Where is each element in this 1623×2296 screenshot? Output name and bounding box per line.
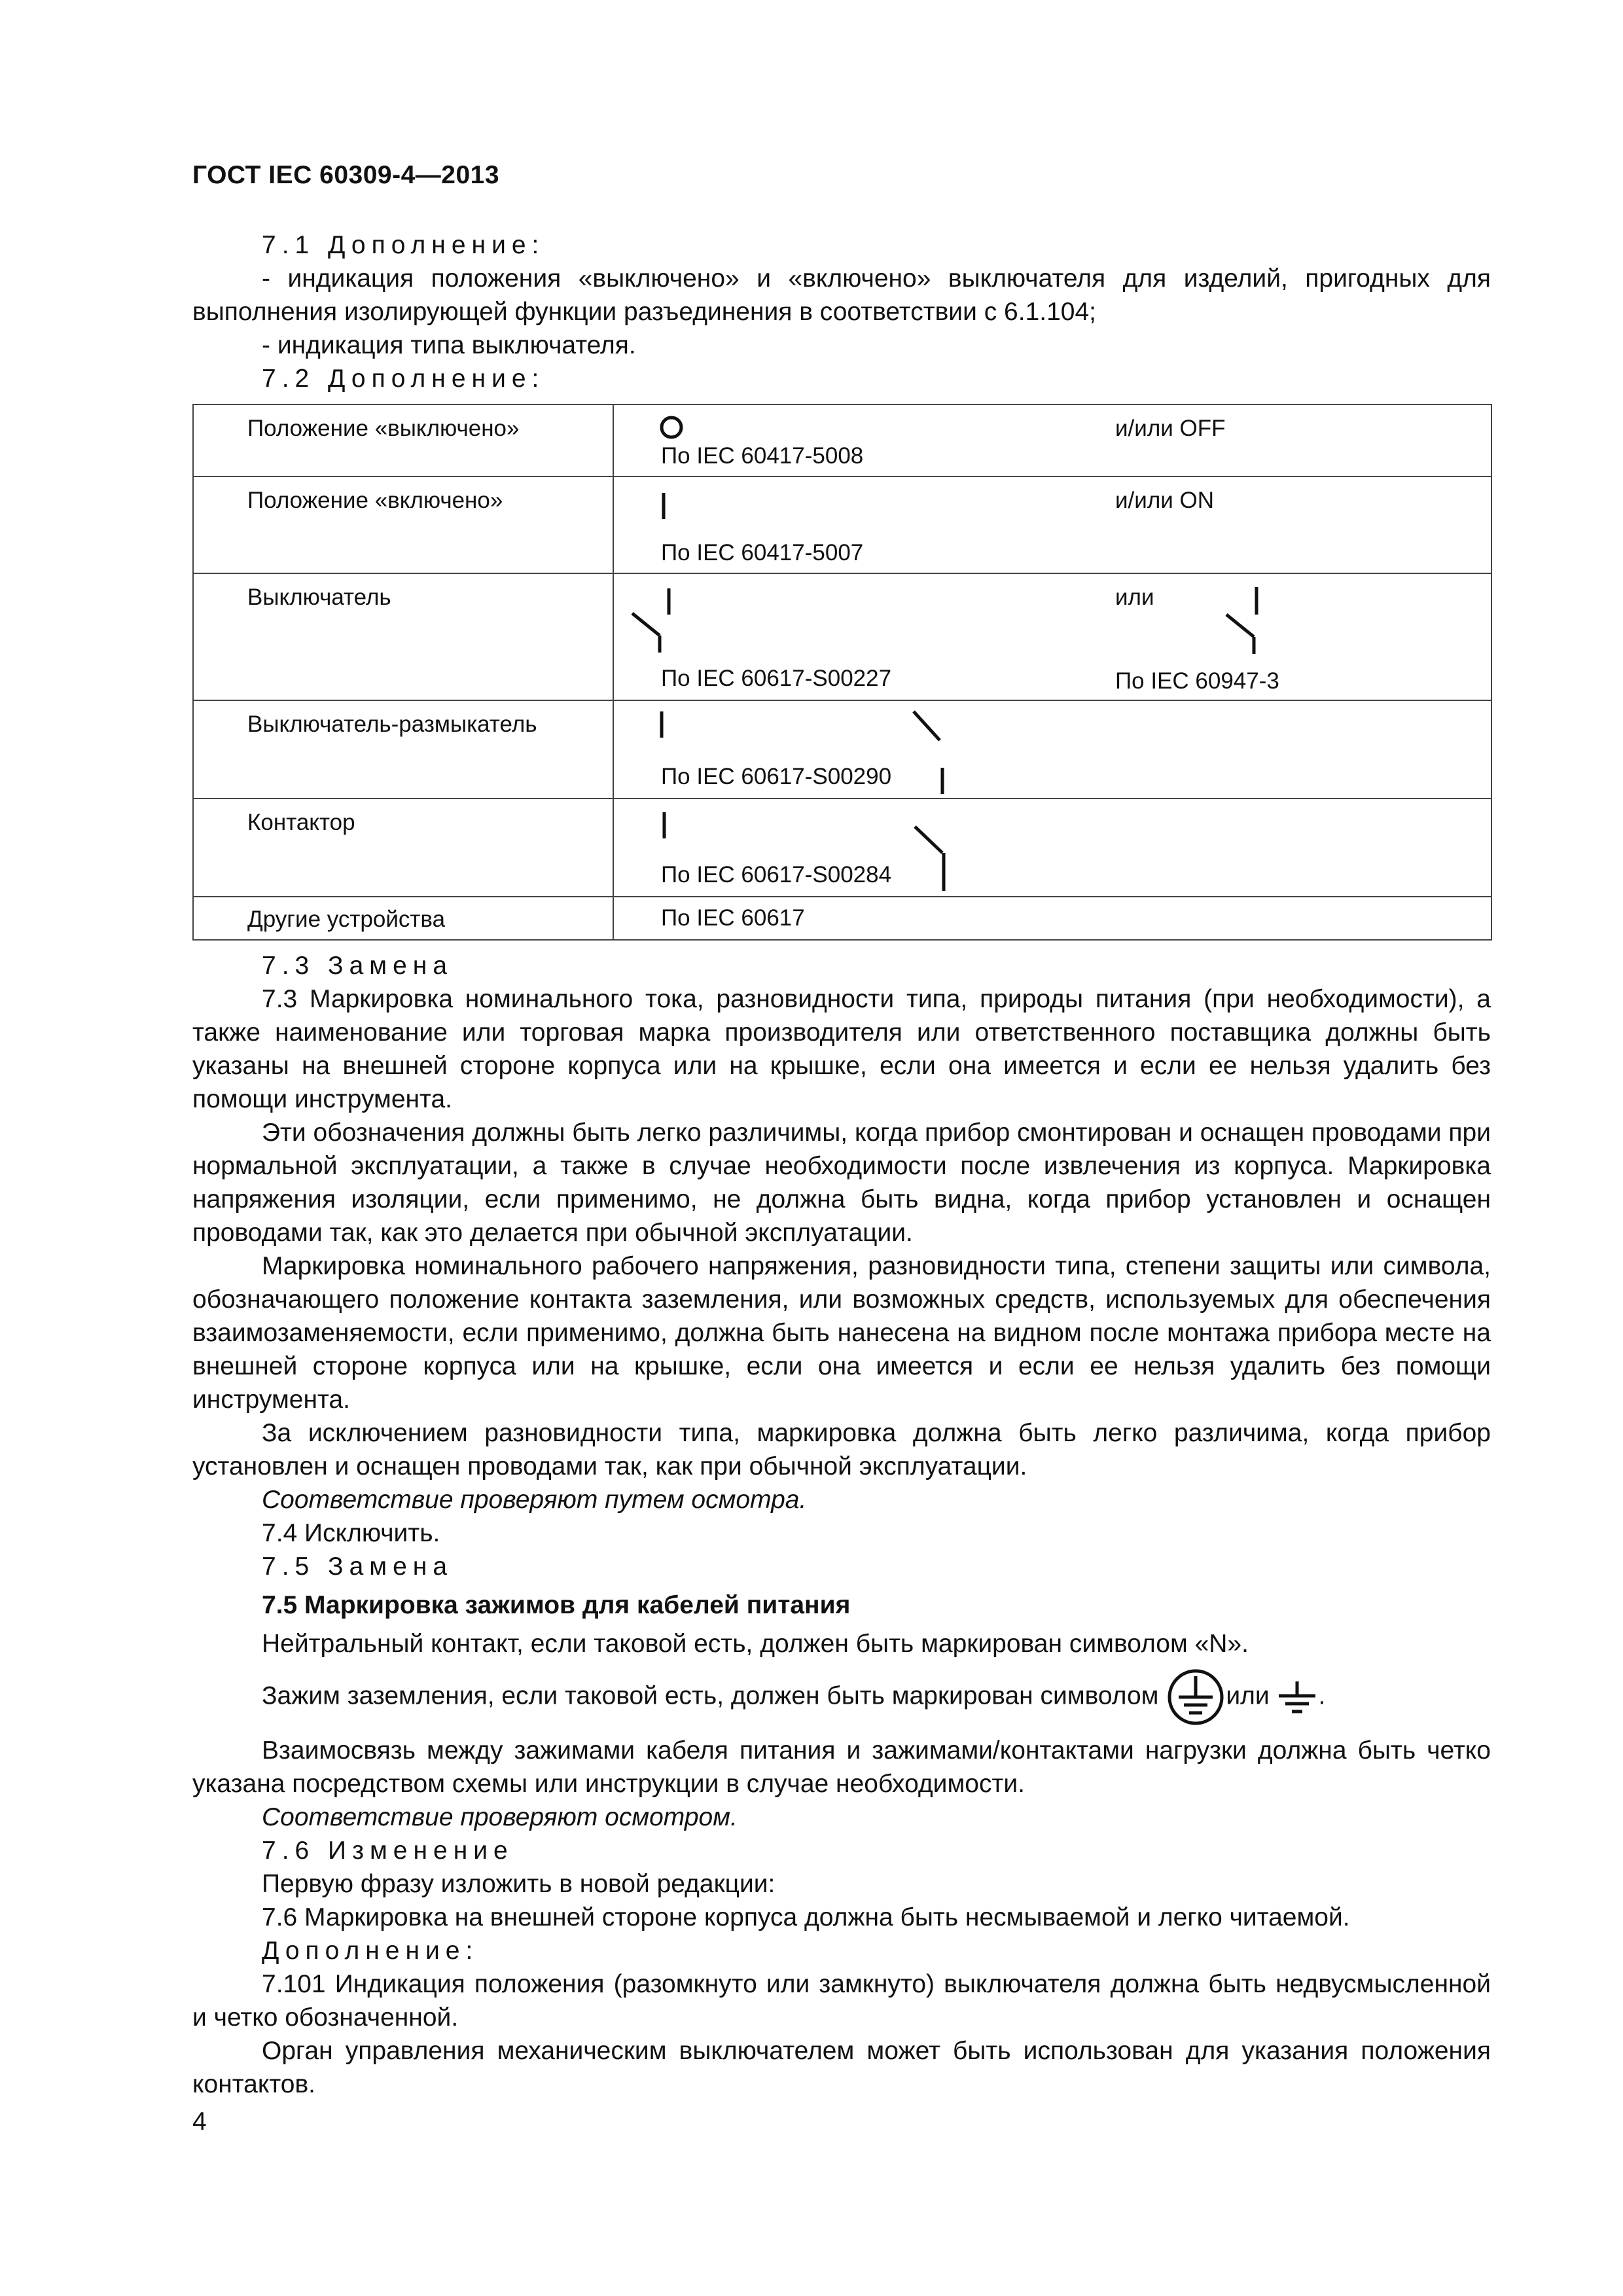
compliance-note: Соответствие проверяют осмотром. [262,1803,738,1831]
row-label: Положение «выключено» [247,416,520,441]
table-row [193,798,1491,897]
table-row [193,476,1491,573]
compliance-note: Соответствие проверяют путем осмотра. [262,1486,807,1514]
list-item-continuation: выполнения изолирующей функции разъединения в соответствии с 6.1.104; [192,298,1096,326]
row-label: Выключатель [247,584,391,610]
switch-icon [627,586,679,654]
paragraph: Орган управления механическим выключателем может быть использован для указания положения контактов. [192,2037,1491,2098]
standard-reference: По IEC 60617 [661,905,805,931]
section-7-1 [192,228,1491,395]
paragraph: Маркировка номинального рабочего напряжения, разновидности типа, степени защиты или символа, обозначающего положение контакта заземления, или возможных средств, используемых для обеспечения взаимозаменяемости, если применимо, должна быть нанесена на видном после монтажа прибора месте на внешней стороне корпуса или на крышке, если она имеется и если ее нельзя удалить без помощи инструмента. [192,1252,1491,1414]
standard-reference: По IEC 60417-5007 [661,540,864,565]
section-heading: 7.1 Дополнение: [262,231,545,259]
row-extra: или [1115,584,1154,610]
paragraph-earth-symbols: Зажим заземления, если таковой есть, должен быть маркирован символом или . [192,1667,1491,1727]
section-heading: 7.6 Изменение [262,1837,514,1865]
list-item: - индикация типа выключателя. [262,331,636,359]
row-label: Положение «включено» [247,488,503,513]
page-number: 4 [192,2108,207,2136]
vertical-bar-icon [661,492,668,522]
table-row [193,404,1491,476]
section-heading: Дополнение: [262,1937,479,1965]
table-row [193,897,1491,940]
row-label: Другие устройства [247,906,446,932]
section-7-3 [192,949,1491,2101]
paragraph: Эти обозначения должны быть легко различимы, когда прибор смонтирован и оснащен проводами при нормальной эксплуатации, а также в случае необходимости после извлечения из корпуса. Маркировка напряжения изоляции, если применимо, не должна быть видна, когда прибор установлен и оснащен проводами так, как это делается при обычной эксплуатации. [192,1119,1491,1247]
paragraph: Первую фразу изложить в новой редакции: [262,1870,776,1898]
protective-earth-icon [1166,1667,1226,1727]
contactor-bar-icon [661,811,669,840]
section-title: 7.5 Маркировка зажимов для кабелей питания [262,1591,851,1619]
standard-reference: По IEC 60417-5008 [661,443,864,469]
paragraph: 7.6 Маркировка на внешней стороне корпуса должна быть несмываемой и легко читаемой. [262,1903,1350,1931]
paragraph: 7.3 Маркировка номинального тока, разновидности типа, природы питания (при необходимости), а также наименование или торговая марка производителя или ответственного поставщика должны быть указаны на внешней стороне корпуса или на крышке, если она имеется и если ее нельзя удалить без помощи инструмента. [192,985,1491,1113]
standard-reference: По IEC 60617-S00284 [661,862,892,888]
alt-standard-reference: По IEC 60947-3 [1115,668,1279,694]
paragraph: 7.101 Индикация положения (разомкнуто или замкнуто) выключателя должна быть недвусмысленной и четко обозначенной. [192,1970,1491,2032]
row-extra: и/или ON [1115,488,1215,513]
list-item: - индикация положения «выключено» и «включено» выключателя для изделий, пригодных для [262,264,1491,293]
standard-reference: По IEC 60617-S00290 [661,764,892,789]
switch-alt-icon [1222,586,1268,654]
paragraph: Нейтральный контакт, если таковой есть, должен быть маркирован символом «N». [262,1630,1249,1658]
marking-symbols-table [192,404,1492,941]
section-heading: 7.3 Замена [262,952,454,980]
row-extra: и/или OFF [1115,416,1226,441]
earth-icon [1276,1679,1318,1715]
paragraph: За исключением разновидности типа, маркировка должна быть легко различима, когда прибор установлен и оснащен проводами так, как при обычной эксплуатации. [192,1419,1491,1480]
standard-reference: По IEC 60617-S00227 [661,666,892,691]
section-heading: 7.2 Дополнение: [262,365,545,393]
disconnector-bar-icon [658,710,666,740]
contactor-icon [911,823,957,893]
document-header: ГОСТ IEC 60309-4—2013 [192,161,500,189]
circle-icon [658,414,685,440]
row-label: Выключатель-размыкатель [247,711,537,737]
section-heading: 7.5 Замена [262,1552,454,1581]
row-label: Контактор [247,810,355,835]
table-row [193,573,1491,700]
table-row [193,700,1491,798]
paragraph: Взаимосвязь между зажимами кабеля питания и зажимами/контактами нагрузки должна быть четко указана посредством схемы или инструкции в случае необходимости. [192,1736,1491,1798]
paragraph: 7.4 Исключить. [262,1519,440,1547]
disconnector-icon [908,708,961,794]
